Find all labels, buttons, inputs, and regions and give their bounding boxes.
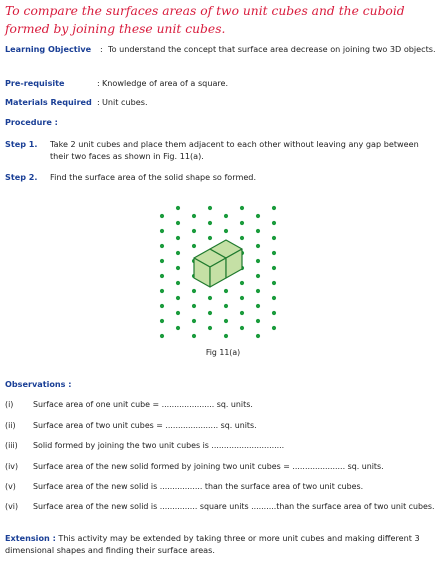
prerequisite-text: Knowledge of area of a square. (102, 78, 229, 88)
grid-dot (208, 206, 212, 210)
grid-dot (160, 304, 164, 308)
two-unit-cubes-drawing (194, 240, 242, 287)
observation-text: Surface area of one unit cube = ..................... sq. units. (33, 400, 253, 409)
figure-caption: Fig 11(a) (205, 348, 241, 357)
grid-dot (272, 236, 276, 240)
grid-dot (224, 319, 228, 323)
grid-dot (240, 236, 244, 240)
grid-dot (192, 229, 196, 233)
grid-dot (176, 311, 180, 315)
extension-label: Extension : (5, 533, 56, 543)
grid-dot (192, 289, 196, 293)
grid-dot (160, 289, 164, 293)
activity-title: To compare the surfaces areas of two unit cubes and the cuboid formed by joining these unit cubes. (5, 4, 405, 36)
grid-dot (192, 334, 196, 338)
grid-dot (176, 236, 180, 240)
learning-objective-colon: : (100, 44, 103, 54)
grid-dot (192, 304, 196, 308)
grid-dot (272, 281, 276, 285)
grid-dot (256, 304, 260, 308)
grid-dot (240, 296, 244, 300)
grid-dot (160, 229, 164, 233)
grid-dot (160, 214, 164, 218)
grid-dot (160, 259, 164, 263)
grid-dot (208, 311, 212, 315)
grid-dot (256, 244, 260, 248)
observation-number: (vi) (5, 502, 19, 511)
grid-dot (256, 214, 260, 218)
grid-dot (272, 326, 276, 330)
grid-dot (272, 251, 276, 255)
extension-paragraph (5, 532, 437, 556)
grid-dot (176, 281, 180, 285)
grid-dot (240, 221, 244, 225)
prerequisite-label: Pre-requisite (5, 78, 65, 88)
step-2-number: Step 2. (5, 172, 38, 182)
extension-text: This activity may be extended by taking three or more unit cubes and making different 3 dimensional shapes and finding their surface areas. (5, 533, 420, 555)
grid-dot (224, 229, 228, 233)
grid-dot (176, 326, 180, 330)
grid-dot (176, 251, 180, 255)
grid-dot (272, 206, 276, 210)
grid-dot (160, 334, 164, 338)
grid-dot (256, 229, 260, 233)
grid-dot (160, 274, 164, 278)
grid-dot (240, 206, 244, 210)
grid-dot (208, 221, 212, 225)
learning-objective-label: Learning Objective (5, 44, 92, 54)
grid-dot (272, 221, 276, 225)
grid-dot (176, 296, 180, 300)
grid-dot (256, 334, 260, 338)
grid-dot (256, 289, 260, 293)
observation-number: (v) (5, 482, 16, 491)
step-2-text: Find the surface area of the solid shape so formed. (50, 172, 257, 182)
observation-number: (i) (5, 400, 14, 409)
grid-dot (240, 311, 244, 315)
materials-label: Materials Required (5, 97, 92, 107)
grid-dot (192, 319, 196, 323)
grid-dot (192, 244, 196, 248)
procedure-heading: Procedure : (5, 117, 58, 127)
grid-dot (224, 334, 228, 338)
grid-dot (176, 221, 180, 225)
grid-dot (256, 259, 260, 263)
grid-dot (192, 214, 196, 218)
grid-dot (272, 311, 276, 315)
prerequisite-colon: : (97, 78, 100, 88)
observation-text: Solid formed by joining the two unit cubes is ............................. (33, 441, 285, 450)
grid-dot (272, 296, 276, 300)
grid-dot (224, 304, 228, 308)
observation-number: (iv) (5, 462, 19, 471)
grid-dot (208, 326, 212, 330)
grid-dot (256, 274, 260, 278)
step-1-text: Take 2 unit cubes and place them adjacent to each other without leaving any gap between their two faces as shown in Fig. 11(a). (50, 139, 419, 161)
observation-text: Surface area of the new solid is ................. than the surface area of two unit cubes. (33, 482, 364, 491)
grid-dot (224, 289, 228, 293)
grid-dot (176, 266, 180, 270)
grid-dot (240, 326, 244, 330)
grid-dot (224, 214, 228, 218)
materials-colon: : (97, 97, 100, 107)
grid-dot (240, 281, 244, 285)
grid-dot (160, 244, 164, 248)
grid-dot (208, 236, 212, 240)
observation-number: (ii) (5, 421, 16, 430)
observation-text: Surface area of two unit cubes = ..................... sq. units. (33, 421, 257, 430)
learning-objective-text: To understand the concept that surface area decrease on joining two 3D objects. (108, 44, 436, 54)
grid-dot (256, 319, 260, 323)
grid-dot (208, 296, 212, 300)
grid-dot (272, 266, 276, 270)
observations-heading: Observations : (5, 379, 72, 389)
grid-dot (176, 206, 180, 210)
observation-text: Surface area of the new solid formed by joining two unit cubes = ..................... sq. units. (33, 462, 384, 471)
step-1-number: Step 1. (5, 139, 38, 149)
grid-dot (160, 319, 164, 323)
observation-number: (iii) (5, 441, 18, 450)
observation-text: Surface area of the new solid is ............... square units ..........than the surface area of two unit cubes. (33, 502, 435, 511)
materials-text: Unit cubes. (102, 97, 148, 107)
